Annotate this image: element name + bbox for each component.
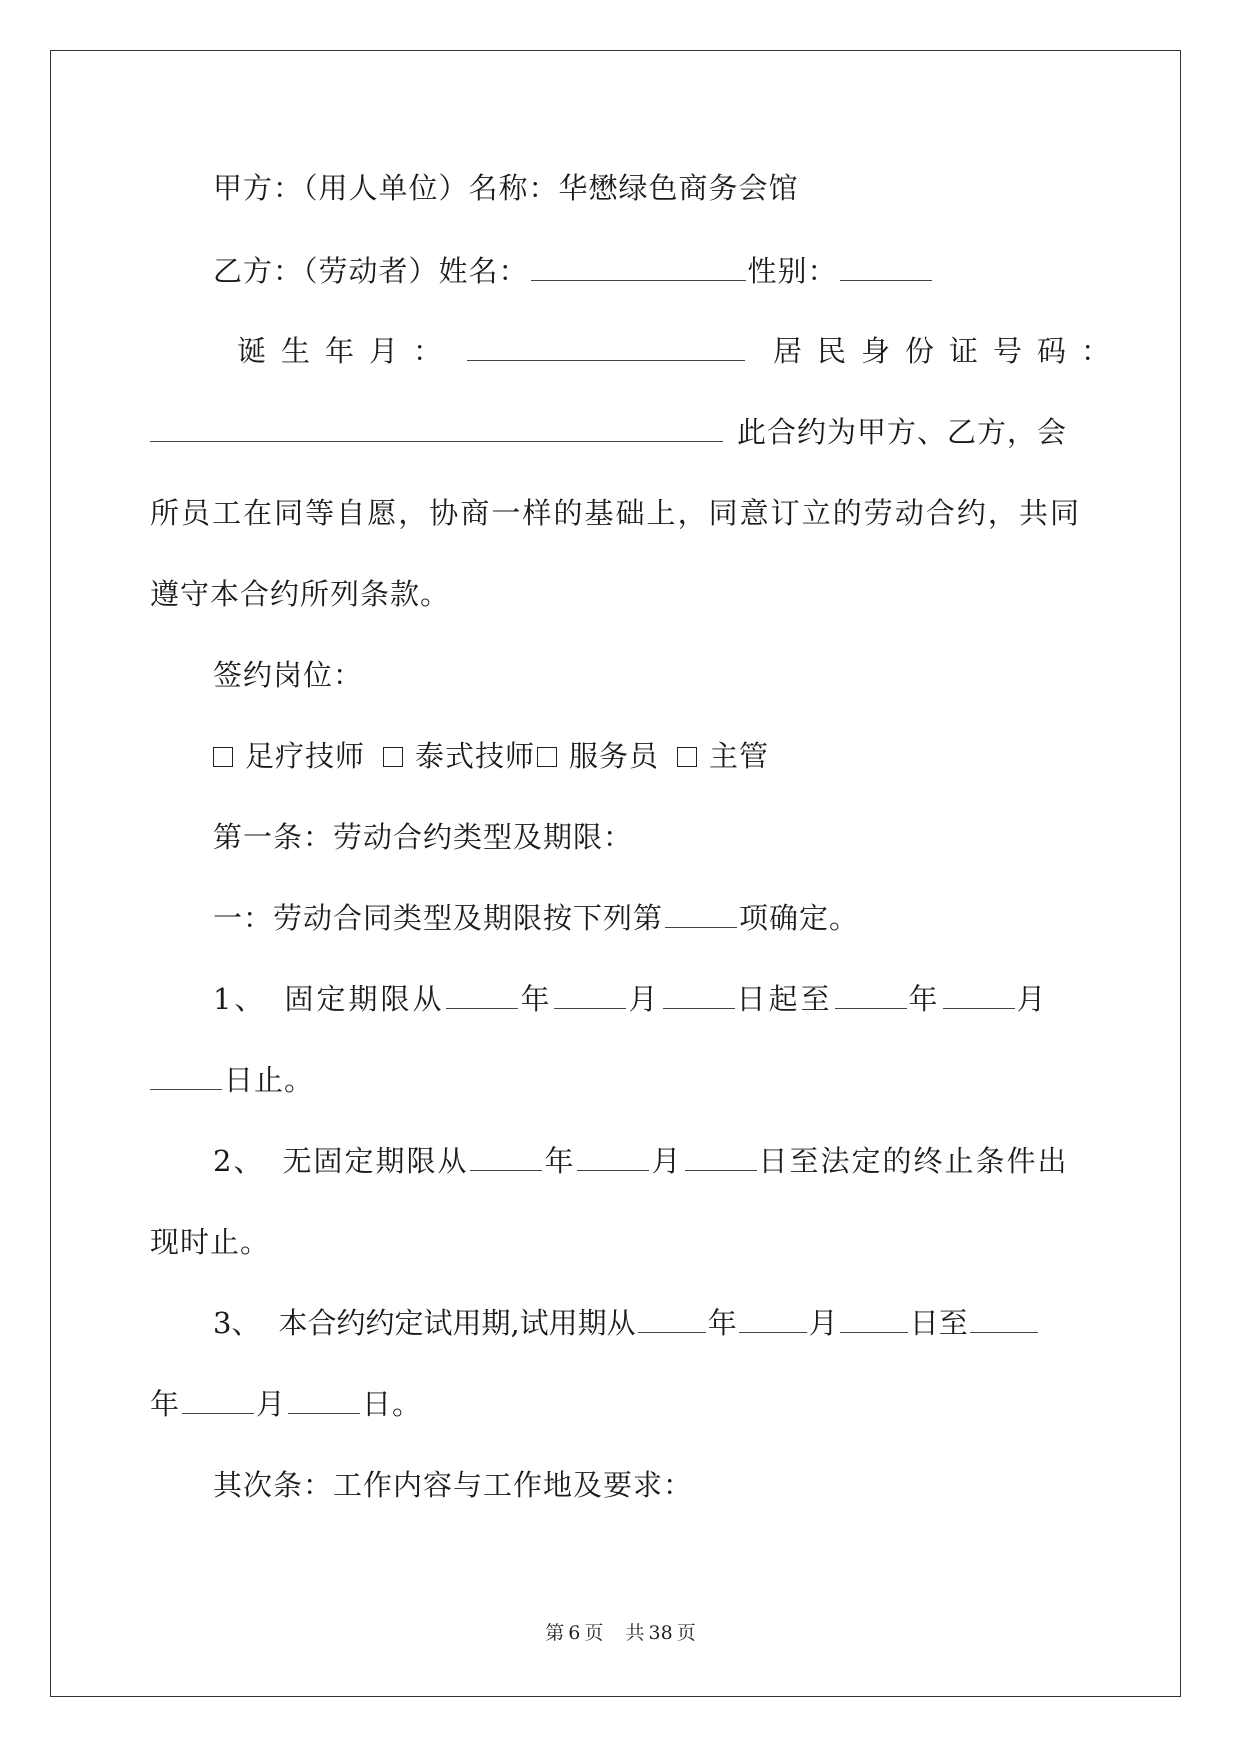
item3-text: 本合约约定试用期,试用期从	[278, 1306, 636, 1340]
item2-num: 2、	[213, 1144, 265, 1178]
birth-label: 诞生年月：	[237, 334, 458, 368]
item3-line	[213, 1305, 1083, 1341]
article1-line-a-text: 一：劳动合同类型及期限按下列第	[213, 901, 664, 935]
item1-text: 固定期限从	[284, 982, 445, 1016]
article2-title-line	[213, 1467, 1083, 1503]
blank-field[interactable]	[554, 984, 626, 1009]
position-label: 签约岗位：	[213, 658, 364, 692]
month-label: 月	[808, 1306, 838, 1340]
party-a-text: 甲方：（用人单位）名称：华懋绿色商务会馆	[213, 171, 799, 205]
position-label-line	[213, 657, 1083, 693]
item2-line-2	[150, 1224, 1080, 1260]
article1-title: 第一条：劳动合约类型及期限：	[213, 820, 634, 854]
blank-field[interactable]	[685, 1146, 757, 1171]
page-frame	[50, 50, 1181, 1697]
blank-field[interactable]	[288, 1389, 360, 1414]
position-option-foot-therapist: 足疗技师	[245, 739, 366, 773]
article1-title-line	[213, 819, 1083, 855]
item2-line	[213, 1143, 1083, 1179]
article1-line-a	[213, 900, 1083, 936]
item1-line	[213, 981, 1083, 1017]
year-label: 年	[707, 1306, 737, 1340]
blank-field[interactable]	[835, 984, 907, 1009]
page-footer	[0, 1618, 1241, 1645]
year-label: 年	[520, 982, 553, 1016]
party-b-name-label: 乙方：（劳动者）姓名：	[213, 254, 529, 288]
blank-field[interactable]	[470, 1146, 542, 1171]
blank-field[interactable]	[446, 984, 518, 1009]
item3-end: 日。	[362, 1387, 423, 1421]
month-label: 月	[651, 1144, 683, 1178]
year-label: 年	[150, 1387, 181, 1421]
name-blank[interactable]	[531, 256, 746, 281]
blank-field[interactable]	[182, 1389, 254, 1414]
checkbox-icon[interactable]	[677, 747, 697, 767]
page-prefix: 第	[545, 1622, 565, 1644]
year-label: 年	[544, 1144, 576, 1178]
item2-text: 无固定期限从	[282, 1144, 469, 1178]
blank-field[interactable]	[638, 1308, 706, 1333]
item3-to: 日至	[909, 1306, 968, 1340]
item3-num: 3、	[213, 1306, 261, 1340]
blank-field[interactable]	[739, 1308, 807, 1333]
intro-line3-text: 遵守本合约所列条款。	[150, 577, 451, 611]
blank-field[interactable]	[663, 984, 735, 1009]
total-number: 38	[648, 1622, 673, 1644]
party-a-line	[213, 170, 1083, 206]
blank-field[interactable]	[577, 1146, 649, 1171]
month-label: 月	[256, 1387, 287, 1421]
month-label: 月	[628, 982, 661, 1016]
item-number-blank[interactable]	[665, 903, 737, 928]
item2-line2-text: 现时止。	[150, 1225, 271, 1259]
checkbox-icon[interactable]	[537, 747, 557, 767]
intro-line1-text: 此合约为甲方、乙方，会	[737, 415, 1068, 449]
intro-line-2	[150, 495, 1080, 531]
id-label: 居民身份证号码：	[773, 334, 1126, 368]
intro-line-3	[150, 576, 1080, 612]
intro-line-1	[150, 414, 1080, 450]
item1-from: 日起至	[736, 982, 833, 1016]
position-options-line	[213, 738, 1083, 774]
page-suffix: 页	[584, 1622, 604, 1644]
blank-field[interactable]	[943, 984, 1015, 1009]
item3-line-2	[150, 1386, 1080, 1422]
item1-line-2	[150, 1062, 1080, 1098]
party-b-line	[213, 253, 1083, 289]
intro-line2-text: 所员工在同等自愿，协商一样的基础上，同意订立的劳动合约，共同	[150, 496, 1080, 530]
article1-line-a-end: 项确定。	[739, 901, 860, 935]
year-label: 年	[908, 982, 941, 1016]
id-number-blank[interactable]	[150, 417, 723, 442]
item2-after: 日至法定的终止条件出	[758, 1144, 1069, 1178]
gender-blank[interactable]	[840, 256, 932, 281]
blank-field[interactable]	[840, 1308, 908, 1333]
birth-line	[237, 333, 1126, 369]
item1-end: 日止。	[224, 1063, 315, 1097]
article2-title: 其次条：工作内容与工作地及要求：	[213, 1468, 694, 1502]
position-option-supervisor: 主管	[709, 739, 770, 773]
total-prefix: 共	[625, 1622, 645, 1644]
item1-num: 1、	[213, 982, 267, 1016]
page-number: 6	[568, 1622, 581, 1644]
total-suffix: 页	[676, 1622, 696, 1644]
party-b-gender-label: 性别：	[747, 254, 838, 288]
month-label: 月	[1016, 982, 1049, 1016]
checkbox-icon[interactable]	[383, 747, 403, 767]
checkbox-icon[interactable]	[213, 747, 233, 767]
position-option-thai-therapist: 泰式技师	[415, 739, 536, 773]
position-option-waiter: 服务员	[569, 739, 660, 773]
birth-blank[interactable]	[467, 336, 745, 361]
blank-field[interactable]	[150, 1065, 222, 1090]
blank-field[interactable]	[970, 1308, 1038, 1333]
